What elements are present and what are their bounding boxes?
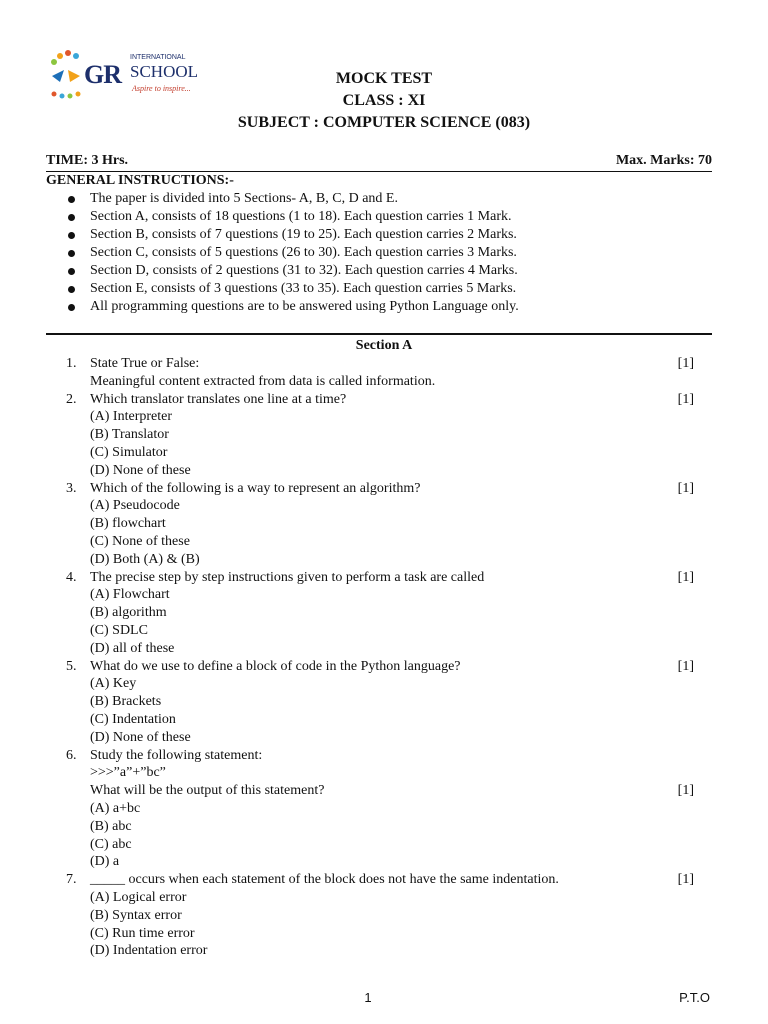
question-line — [46, 747, 712, 765]
question-text: (D) all of these — [90, 640, 175, 656]
instruction-item — [62, 226, 519, 244]
general-instructions-title: GENERAL INSTRUCTIONS:- — [46, 173, 234, 188]
instruction-text: Section C, consists of 5 questions (26 to 30). Each question carries 3 Marks. — [90, 245, 517, 260]
question-text: (D) None of these — [90, 729, 191, 745]
instruction-text: Section E, consists of 3 questions (33 to 35). Each question carries 5 Marks. — [90, 281, 517, 296]
question-text: (C) Simulator — [90, 444, 168, 460]
question-text: What do we use to define a block of code in the Python language? — [90, 658, 461, 674]
question-subline — [46, 640, 712, 658]
instruction-item — [62, 208, 519, 226]
instruction-item — [62, 262, 519, 280]
question-text: (B) abc — [90, 818, 132, 834]
section-divider — [46, 333, 712, 335]
question-number: 5. — [66, 658, 77, 674]
question-text: Meaningful content extracted from data is called information. — [90, 373, 436, 389]
subject-title: SUBJECT : COMPUTER SCIENCE (083) — [237, 114, 531, 131]
question-subline — [46, 497, 712, 515]
question-text: State True or False: — [90, 356, 200, 371]
question-text: (A) Logical error — [90, 889, 187, 905]
instruction-text: All programming questions are to be answered using Python Language only. — [90, 299, 519, 314]
question-subline — [46, 533, 712, 551]
bullet-icon — [68, 196, 75, 203]
question-subline — [46, 551, 712, 569]
question-subline — [46, 675, 712, 693]
question-text: (D) None of these — [90, 462, 191, 478]
instructions-list — [62, 190, 519, 316]
question-subline — [46, 604, 712, 622]
instruction-text: Section B, consists of 7 questions (19 to 25). Each question carries 2 Marks. — [90, 227, 517, 242]
question-subline — [46, 586, 712, 604]
question-text: Study the following statement: — [90, 747, 263, 763]
question-subline — [46, 782, 712, 800]
question-text: (B) Translator — [90, 427, 169, 443]
instruction-item — [62, 190, 519, 208]
bullet-icon — [68, 268, 75, 275]
question-number: 3. — [66, 480, 77, 496]
question-subline — [46, 426, 712, 444]
question-text: >>>”a”+”bc” — [90, 765, 166, 781]
question-marks: [1] — [677, 356, 694, 371]
pto-label: P.T.O — [679, 990, 710, 1005]
exam-meta-row — [46, 153, 712, 172]
question-number: 6. — [66, 747, 77, 763]
question-line — [46, 569, 712, 587]
question-text: (A) Interpreter — [90, 409, 173, 425]
question-marks: [1] — [677, 480, 694, 496]
question-text: (B) Syntax error — [90, 907, 182, 923]
question-text: (B) algorithm — [90, 605, 167, 621]
question-subline — [46, 373, 712, 391]
bullet-icon — [68, 304, 75, 311]
question-number: 7. — [66, 872, 77, 888]
question-text: (A) Key — [90, 676, 137, 692]
logo-gr-text: GR — [84, 60, 121, 89]
logo-tagline: Aspire to inspire... — [132, 84, 191, 93]
instruction-text: Section D, consists of 2 questions (31 to 32). Each question carries 4 Marks. — [90, 263, 518, 278]
question-number: 1. — [66, 356, 77, 371]
question-list — [46, 355, 712, 960]
question-subline — [46, 764, 712, 782]
question-marks: [1] — [677, 391, 694, 407]
question-number: 4. — [66, 569, 77, 585]
question-subline — [46, 408, 712, 426]
question-text: (C) abc — [90, 836, 132, 852]
instruction-text: Section A, consists of 18 questions (1 to 18). Each question carries 1 Mark. — [90, 209, 512, 224]
question-line — [46, 658, 712, 676]
question-text: (C) Run time error — [90, 925, 195, 941]
question-subline — [46, 925, 712, 943]
question-subline — [46, 444, 712, 462]
question-text: (C) None of these — [90, 533, 190, 549]
logo-school-text: SCHOOL — [130, 62, 199, 81]
question-marks: [1] — [677, 872, 694, 888]
max-marks-label: Max. Marks: 70 — [615, 153, 712, 168]
question-text: (C) Indentation — [90, 711, 176, 727]
question-text: (A) Pseudocode — [90, 498, 180, 514]
instruction-item — [62, 298, 519, 316]
logo-international-text: INTERNATIONAL — [130, 54, 186, 61]
section-a-title: Section A — [355, 338, 413, 353]
question-text: (C) SDLC — [90, 622, 148, 638]
question-text: Which of the following is a way to represent an algorithm? — [90, 480, 421, 496]
question-text: (D) Indentation error — [90, 943, 208, 959]
question-text: (B) flowchart — [90, 516, 166, 532]
question-marks: [1] — [677, 569, 694, 585]
instruction-item — [62, 244, 519, 262]
question-line — [46, 391, 712, 409]
question-subline — [46, 907, 712, 925]
instruction-item — [62, 280, 519, 298]
time-label: TIME: 3 Hrs. — [46, 153, 129, 168]
question-text: Which translator translates one line at a time? — [90, 391, 347, 407]
question-marks: [1] — [677, 783, 694, 799]
question-line — [46, 355, 712, 373]
bullet-icon — [68, 214, 75, 221]
question-subline — [46, 889, 712, 907]
question-subline — [46, 818, 712, 836]
question-number: 2. — [66, 391, 77, 407]
question-text: What will be the output of this statement? — [90, 783, 325, 799]
question-subline — [46, 853, 712, 871]
question-text: The precise step by step instructions given to perform a task are called — [90, 569, 485, 585]
question-subline — [46, 942, 712, 960]
instruction-text: The paper is divided into 5 Sections- A, B, C, D and E. — [90, 191, 398, 206]
question-subline — [46, 711, 712, 729]
question-text: (A) Flowchart — [90, 587, 170, 603]
bullet-icon — [68, 286, 75, 293]
question-marks: [1] — [677, 658, 694, 674]
question-subline — [46, 800, 712, 818]
bullet-icon — [68, 232, 75, 239]
question-subline — [46, 693, 712, 711]
question-subline — [46, 515, 712, 533]
question-text: (B) Brackets — [90, 694, 162, 710]
question-text: (D) Both (A) & (B) — [90, 551, 200, 567]
question-line — [46, 871, 712, 889]
question-text: (D) a — [90, 854, 120, 870]
question-line — [46, 480, 712, 498]
question-text: _____ occurs when each statement of the block does not have the same indentation. — [90, 872, 559, 888]
bullet-icon — [68, 250, 75, 257]
page-number: 1 — [364, 990, 372, 1005]
question-subline — [46, 622, 712, 640]
exam-title: MOCK TEST — [335, 70, 433, 87]
question-text: (A) a+bc — [90, 800, 141, 816]
class-title: CLASS : XI — [342, 92, 426, 109]
question-subline — [46, 462, 712, 480]
question-subline — [46, 836, 712, 854]
question-subline — [46, 729, 712, 747]
